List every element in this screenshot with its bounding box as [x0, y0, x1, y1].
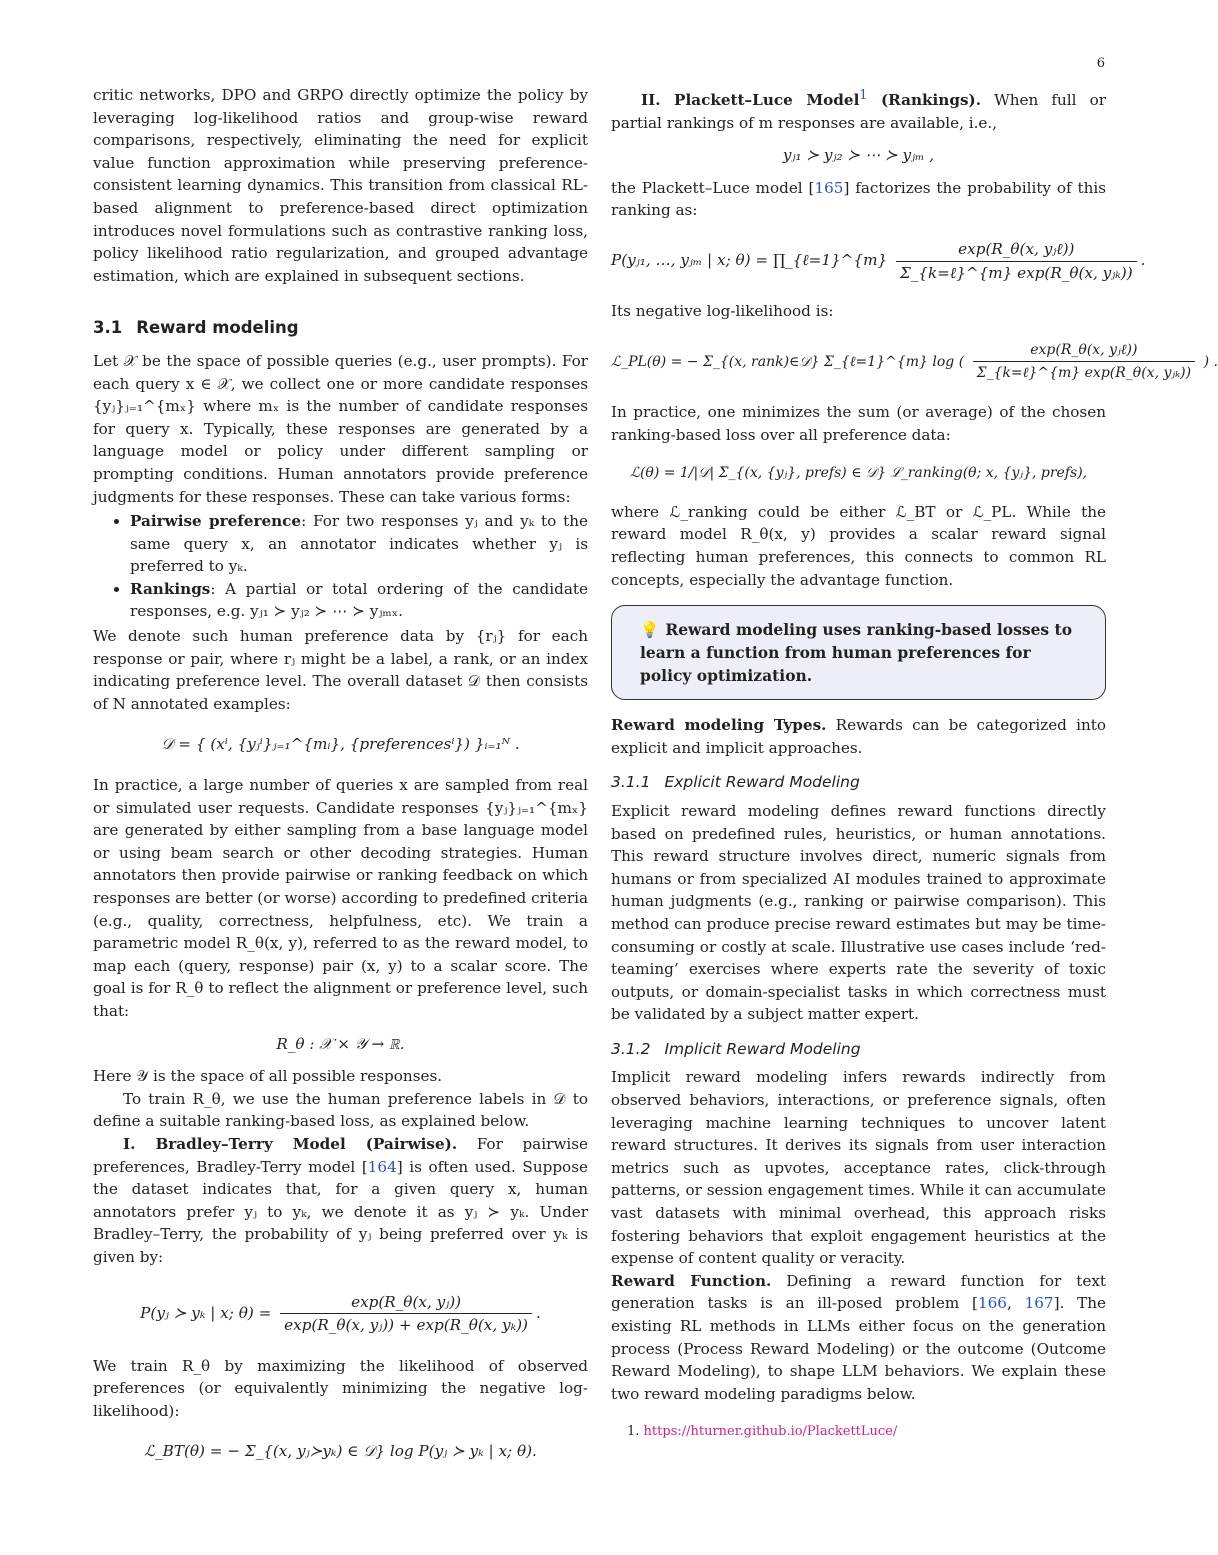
bt-eq-lhs: P(yⱼ ≻ yₖ | x; θ) =	[140, 1303, 272, 1322]
citation-link[interactable]: 167	[1024, 1294, 1054, 1313]
lightbulb-icon: 💡	[640, 620, 660, 640]
rf-text-pre: Defining a reward function for text generation tasks is an ill-posed problem [	[611, 1271, 1107, 1313]
right-column	[611, 84, 1218, 1444]
bullet-label: Rankings	[130, 579, 211, 598]
pl-loss-fraction	[973, 339, 1196, 385]
citation-link[interactable]: 164	[367, 1157, 397, 1176]
pl-factorize-pre: the Plackett–Luce model [	[611, 178, 815, 197]
takeaway-box	[611, 605, 1106, 700]
implicit-paragraph: Implicit reward modeling infers rewards indirectly from observed behaviors, interactions, or preference signals, often leveraging machine learning techniques to uncover latent reward structures. It derives its signals from user interaction metrics such as upvotes, acceptance rates, click-through patterns, or session engagement times. While it can accumulate vast datasets with minimal overhead, this approach risks fostering behaviors that exploit engagement heuristics at the expense of content quality or veracity.	[611, 1068, 1106, 1268]
dataset-equation: 𝒟 = { (xⁱ, {yⱼⁱ}ⱼ₌₁^{mᵢ}, {preferencesⁱ}) }ᵢ₌₁ᴺ .	[161, 735, 520, 754]
subsection-title: Implicit Reward Modeling	[664, 1039, 861, 1058]
rf-sep: ,	[1006, 1294, 1025, 1313]
types-title: Reward modeling Types.	[611, 716, 827, 735]
reward-function-paragraph	[611, 1270, 1106, 1406]
section-number: 3.1	[93, 318, 123, 338]
here-paragraph: Here 𝒴 is the space of all possible responses.	[93, 1067, 443, 1086]
pl-loss-equation	[611, 339, 1218, 385]
bt-eq-fraction	[280, 1291, 532, 1337]
total-loss-equation: ℒ(θ) = 1/|𝒟| Σ_{(x, {yⱼ}, prefs) ∈ 𝒟} ℒ_ranking(θ; x, {yⱼ}, prefs),	[629, 465, 1088, 482]
rf-text-post: ]. The existing RL methods in LLMs either focus on the generation process (Process Reward Modeling) or the outcome (Outcome Reward Modeling), to shape LLM behaviors. We explain these two reward modeling paradigms below.	[611, 1294, 1107, 1403]
bullet-text: : A partial or total ordering of the candidate responses, e.g. yⱼ₁ ≻ yⱼ₂ ≻ ⋯ ≻ yⱼₘₓ.	[130, 579, 588, 621]
bt-text-post: ] is often used. Suppose the dataset indicates that, for a given query x, human annotators prefer yⱼ to yₖ, we denote it as yⱼ ≻ yₖ. Under Bradley–Terry, the probability of yⱼ being preferred over yₖ is given by:	[93, 1157, 588, 1266]
pl-eq-lhs: P(yⱼ₁, …, yⱼₘ | x; θ) = ∏_{ℓ=1}^{m}	[611, 251, 888, 270]
pl-title: II. Plackett–Luce Model	[641, 91, 860, 110]
negll-paragraph: Its negative log-likelihood is:	[611, 302, 834, 321]
totrain-paragraph: To train R_θ, we use the human preference labels in 𝒟 to define a suitable ranking-based loss, as explained below.	[93, 1089, 588, 1131]
section-heading	[93, 317, 588, 340]
page-number: 6	[1096, 56, 1105, 71]
pl-loss-lhs: ℒ_PL(θ) = − Σ_{(x, rank)∈𝒟} Σ_{ℓ=1}^{m} log (	[611, 353, 965, 370]
citation-link[interactable]: 166	[977, 1294, 1007, 1313]
subsection-number: 3.1.1	[611, 773, 651, 792]
explicit-paragraph: Explicit reward modeling defines reward functions directly based on predefined rules, heuristics, or human annotations. This reward structure involves direct, numeric signals from humans or from specialized AI modules trained to approximate human judgments (e.g., ranking or pairwise comparison). This method can produce precise reward estimates but may be time-consuming or costly at scale. Illustrative use cases include ‘red-teaming’ exercises where experts rate the severity of toxic outputs, or domain-specialist tasks in which correctness must be validated by a subject matter expert.	[611, 801, 1106, 1024]
ranking-equation: yⱼ₁ ≻ yⱼ₂ ≻ ⋯ ≻ yⱼₘ ,	[782, 146, 935, 165]
pl-factorize-post: ] factorizes the probability of this ranking as:	[611, 178, 1106, 220]
subsection-number: 3.1.2	[611, 1039, 651, 1058]
minimize-paragraph: In practice, one minimizes the sum (or average) of the chosen ranking-based loss over all preference data:	[611, 403, 1106, 444]
bt-loss-equation: ℒ_BT(θ) = − Σ_{(x, yⱼ≻yₖ) ∈ 𝒟} log P(yⱼ ≻ yₖ | x; θ).	[144, 1442, 537, 1461]
intro-paragraph: critic networks, DPO and GRPO directly optimize the policy by leveraging log-likelihood ratios and group-wise reward comparisons, respectively, eliminating the need for explicit value function approximation while preserving preference-consistent learning dynamics. This transition from classical RL-based alignment to preference-based direct optimization introduces novel formulations such as contrastive ranking loss, policy likelihood ratio regularization, and grouped advantage estimation, which are explained in subsequent sections.	[93, 86, 588, 285]
denote-paragraph: We denote such human preference data by {rⱼ} for each response or pair, where rⱼ might be a label, a rank, or an index indicating preference level. The overall dataset 𝒟 then consists of N annotated examples:	[93, 627, 588, 713]
bradley-terry-paragraph	[93, 1133, 588, 1269]
practice-paragraph: In practice, a large number of queries x are sampled from real or simulated user requests. Candidate responses {yⱼ}ⱼ₌₁^{mₓ} are generated by either sampling from a base language model or using beam search or other decoding strategies. Human annotators then provide pairwise or ranking feedback on which responses are better (or worse) according to predefined criteria (e.g., quality, correctness, helpfulness, etc). We train a parametric model R_θ(x, y), referred to as the reward model, to map each (query, response) pair (x, y) to a scalar score. The goal is for R_θ to reflect the alignment or preference level, such that:	[93, 776, 588, 1020]
bt-eq-numerator: exp(R_θ(x, yⱼ))	[280, 1291, 532, 1315]
where-paragraph: where ℒ_ranking could be either ℒ_BT or ℒ_PL. While the reward model R_θ(x, y) provides a scalar reward signal reflecting human preferences, this connects to common RL concepts, especially the advantage function.	[611, 502, 1106, 589]
pl-eq-fraction	[896, 238, 1137, 284]
pl-text: When full or partial rankings of m responses are available, i.e.,	[611, 91, 1106, 132]
bt-eq-denominator: exp(R_θ(x, yⱼ)) + exp(R_θ(x, yₖ))	[284, 1316, 528, 1335]
wetrain-paragraph: We train R_θ by maximizing the likelihood of observed preferences (or equivalently minimizing the negative log-likelihood):	[93, 1356, 588, 1420]
subsection-title: Explicit Reward Modeling	[664, 773, 860, 792]
footnote-link[interactable]: https://hturner.github.io/PlackettLuce/	[643, 1424, 898, 1440]
footnote	[611, 1421, 1106, 1444]
reward-map-equation: R_θ : 𝒳 × 𝒴 → ℝ.	[276, 1034, 405, 1053]
preference-forms-list	[93, 510, 588, 623]
list-item	[130, 578, 588, 623]
pl-loss-numerator: exp(R_θ(x, yⱼℓ))	[973, 339, 1196, 363]
types-text: Rewards can be categorized into explicit and implicit approaches.	[611, 716, 1106, 757]
section-title: Reward modeling	[136, 318, 299, 338]
left-column	[93, 84, 588, 1481]
pl-title-suffix: (Rankings).	[867, 91, 981, 110]
pl-eq-denominator: Σ_{k=ℓ}^{m} exp(R_θ(x, yⱼₖ))	[899, 263, 1133, 282]
pl-eq-numerator: exp(R_θ(x, yⱼℓ))	[896, 238, 1137, 262]
takeaway-text: Reward modeling uses ranking-based losses to learn a function from human preferences for policy optimization.	[640, 620, 1073, 686]
subsection-heading	[611, 1038, 1106, 1061]
bt-title: I. Bradley–Terry Model (Pairwise).	[123, 1134, 458, 1153]
footnote-marker[interactable]: 1	[859, 87, 868, 102]
types-paragraph	[611, 714, 1106, 759]
list-item	[130, 510, 588, 578]
citation-link[interactable]: 165	[814, 178, 844, 197]
subsection-heading	[611, 771, 1106, 794]
pl-factorize-paragraph	[611, 177, 1106, 222]
rf-title: Reward Function.	[611, 1271, 772, 1290]
pl-loss-denominator: Σ_{k=ℓ}^{m} exp(R_θ(x, yⱼₖ))	[976, 365, 1192, 382]
bt-text-pre: For pairwise preferences, Bradley-Terry model [	[93, 1134, 588, 1176]
footnote-number: 1.	[627, 1424, 640, 1440]
bullet-text: : For two responses yⱼ and yₖ to the same query x, an annotator indicates whether yⱼ is preferred to yₖ.	[130, 512, 588, 576]
pl-loss-rhs: ) .	[1203, 353, 1218, 370]
bullet-label: Pairwise preference	[130, 512, 302, 531]
bradley-terry-equation: P(yⱼ ≻ yₖ | x; θ) = $\frac{\text{exp(R\_θ(x, yⱼ))}}{\text{exp(R\_θ(x, yⱼ)) + exp(R\_θ(x, yₖ))}}$ .	[93, 1291, 588, 1337]
plackett-luce-equation: P(yⱼ₁, …, yⱼₘ | x; θ) = ∏_{ℓ=1}^{m} $\frac{\text{exp(R\_θ(x, yⱼℓ))}}{\text{Σ\_\{k=ℓ\}\textasciicircum{}\{m\} exp(R\_θ(x, yⱼₖ))}}$ .	[611, 238, 1106, 284]
plackett-luce-paragraph	[611, 84, 1106, 134]
queries-paragraph: Let 𝒳 be the space of possible queries (e.g., user prompts). For each query x ∈ 𝒳, we collect one or more candidate responses {yⱼ}ⱼ₌₁^{mₓ} where mₓ is the number of candidate responses for query x. Typically, these responses are generated by a language model or policy under different sampling or prompting conditions. Human annotators provide preference judgments for these responses. These can take various forms:	[93, 351, 588, 506]
